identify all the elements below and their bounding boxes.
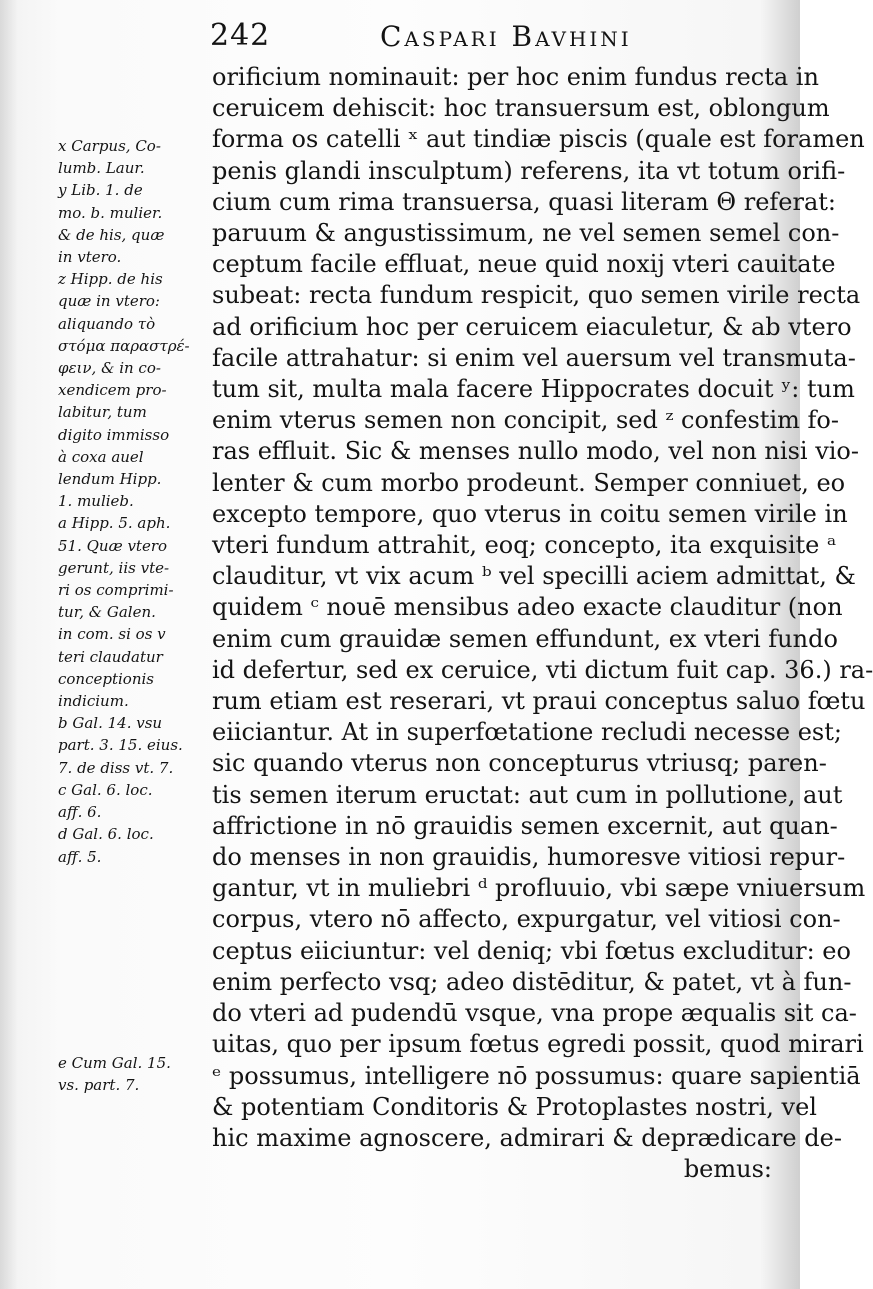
text-line: facile attrahatur: si enim vel auersum vel transmuta- [212, 343, 856, 372]
margin-note-line: e Cum Gal. 15. [58, 1053, 171, 1072]
text-line: do menses in non grauidis, humoresve vitiosi repur- [212, 843, 846, 872]
text-line: ceptus eiiciuntur: vel deniq; vbi fœtus excluditur: eo [212, 936, 851, 965]
margin-note-line: c Gal. 6. loc. [58, 780, 153, 799]
margin-note-line: aff. 6. [58, 803, 102, 822]
margin-note-line: in vtero. [58, 248, 122, 267]
margin-note-line: φειν, & in co- [58, 359, 161, 378]
text-line: hic maxime agnoscere, admirari & deprædicare de- [212, 1123, 842, 1152]
running-head [210, 10, 770, 60]
text-line: & potentiam Conditoris & Protoplastes nostri, vel [212, 1092, 817, 1121]
margin-note-line: στόμα παραστρέ- [58, 336, 190, 355]
margin-note-line: lumb. Laur. [58, 159, 145, 178]
text-line: do vteri ad pudendū vsque, vna prope æqualis sit ca- [212, 999, 857, 1028]
margin-note-line: mo. b. mulier. [58, 203, 163, 222]
text-line: ceruicem dehiscit: hoc transuersum est, oblongum [212, 94, 830, 123]
text-line: penis glandi insculptum) referens, ita vt totum orifi- [212, 156, 846, 185]
text-line: enim vterus semen non concipit, sed ᶻ confestim fo- [212, 406, 839, 435]
margin-note-line: labitur, tum [58, 403, 147, 422]
text-line: tum sit, multa mala facere Hippocrates docuit ʸ: tum [212, 375, 855, 404]
margin-note-line: & de his, quæ [58, 225, 165, 244]
margin-note-line: teri claudatur [58, 647, 163, 666]
running-title: Caspari Bavhini [380, 20, 632, 53]
margin-note-line: a Hipp. 5. aph. [58, 514, 171, 533]
margin-note-line: part. 3. 15. eius. [58, 736, 183, 755]
text-line: tis semen iterum eructat: aut cum in pollutione, aut [212, 780, 843, 809]
margin-note-line: digito immisso [58, 425, 170, 444]
margin-gap [58, 868, 208, 1052]
margin-note-line: aliquando τὸ [58, 314, 156, 333]
margin-note-line: gerunt, iis vte- [58, 558, 170, 577]
margin-note-line: in com. si os v [58, 625, 166, 644]
text-line: enim cum grauidæ semen effundunt, ex vteri fundo [212, 624, 838, 653]
text-line: vteri fundum attrahit, eoq; concepto, ita exquisite ᵃ [212, 531, 837, 560]
text-line: gantur, vt in muliebri ᵈ profluuio, vbi sæpe vniuersum [212, 874, 866, 903]
text-line: paruum & angustissimum, ne vel semen semel con- [212, 219, 840, 248]
text-line: excepto tempore, quo vterus in coitu semen virile in [212, 499, 848, 528]
margin-note-line: 1. mulieb. [58, 492, 134, 511]
margin-note-line: z Hipp. de his [58, 270, 163, 289]
margin-note-line: tur, & Galen. [58, 603, 156, 622]
text-line: ᵉ possumus, intelligere nō possumus: quare sapientiā [212, 1061, 861, 1090]
margin-note-line: à coxa auel [58, 447, 144, 466]
margin-note-line: 7. de diss vt. 7. [58, 758, 174, 777]
text-line: clauditur, vt vix acum ᵇ vel specilli aciem admittat, & [212, 562, 856, 591]
text-line: sic quando vterus non concepturus vtriusq; paren- [212, 749, 827, 778]
margin-note-line: quæ in vtero: [58, 292, 160, 311]
margin-note-line: ri os comprimi- [58, 581, 174, 600]
text-line: affrictione in nō grauidis semen excernit, aut quan- [212, 811, 838, 840]
margin-note-line: 51. Quæ vtero [58, 536, 168, 555]
margin-note-line: lendum Hipp. [58, 470, 162, 489]
margin-note-line: y Lib. 1. de [58, 181, 143, 200]
margin-note-line: conceptionis [58, 669, 154, 688]
main-text-block [212, 62, 873, 1185]
text-line: rum etiam est reserari, vt praui conceptus saluo fœtu [212, 687, 866, 716]
text-line-catchword: bemus: [683, 1155, 772, 1184]
text-line: eiiciantur. At in superfœtatione recludi necesse est; [212, 718, 842, 747]
text-line: uitas, quo per ipsum fœtus egredi possit, quod mirari [212, 1030, 864, 1059]
margin-note-line: d Gal. 6. loc. [58, 825, 154, 844]
text-line: forma os catelli ˣ aut tindiæ piscis (quale est foramen [212, 125, 865, 154]
text-line: ceptum facile effluat, neue quid noxij vteri cauitate [212, 250, 836, 279]
margin-note-line: b Gal. 14. vsu [58, 714, 163, 733]
text-line: subeat: recta fundum respicit, quo semen virile recta [212, 281, 861, 310]
text-line: cium cum rima transuersa, quasi literam Θ referat: [212, 187, 836, 216]
margin-note-line: x Carpus, Co- [58, 137, 161, 155]
margin-notes [58, 135, 208, 1096]
margin-note-line: vs. part. 7. [58, 1075, 140, 1094]
text-line: ras effluit. Sic & menses nullo modo, vel non nisi vio- [212, 437, 859, 466]
text-line: quidem ᶜ nouē mensibus adeo exacte clauditur (non [212, 593, 843, 622]
text-line: orificium nominauit: per hoc enim fundus recta in [212, 63, 819, 91]
text-line: lenter & cum morbo prodeunt. Semper conniuet, eo [212, 468, 846, 497]
margin-note-line: indicium. [58, 692, 129, 711]
margin-note-line: xendicem pro- [58, 381, 167, 400]
text-line: ad orificium hoc per ceruicem eiaculetur, & ab vtero [212, 312, 852, 341]
text-line: enim perfecto vsq; adeo distēditur, & patet, vt à fun- [212, 967, 852, 996]
text-line: corpus, vtero nō affecto, expurgatur, vel vitiosi con- [212, 905, 841, 934]
margin-note-line: aff. 5. [58, 847, 102, 866]
text-line: id defertur, sed ex ceruice, vti dictum fuit cap. 36.) ra- [212, 655, 873, 684]
page-number: 242 [210, 18, 271, 53]
